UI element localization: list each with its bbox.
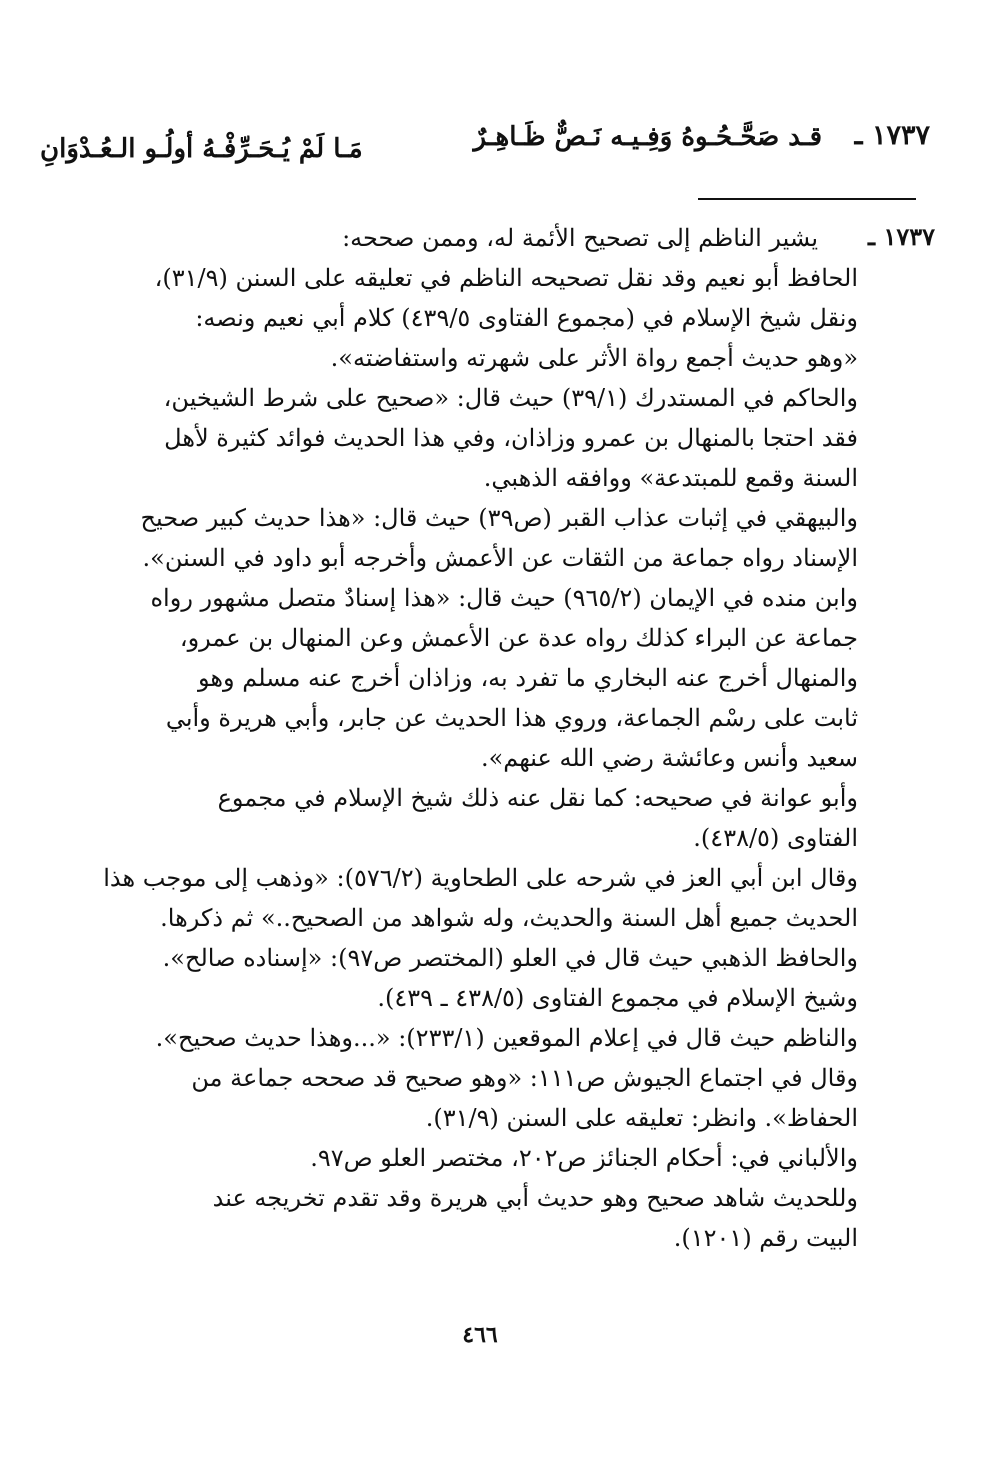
commentary-line: وقال في اجتماع الجيوش ص١١١: «وهو صحيح قد صححه جماعة من [191,1064,858,1092]
commentary-line: «وهو حديث أجمع رواة الأثر على شهرته واستفاضته». [330,344,858,372]
commentary-line: السنة وقمع للمبتدعة» ووافقه الذهبي. [483,464,858,492]
commentary-line: وقال ابن أبي العز في شرحه على الطحاوية (٥٧٦/٢): «وذهب إلى موجب هذا [103,864,858,892]
commentary-line: سعيد وأنس وعائشة رضي الله عنهم». [480,744,858,772]
page-number: ٤٦٦ [462,1322,498,1348]
commentary-body [68,258,858,1258]
commentary-line: والمنهال أخرج عنه البخاري ما تفرد به، وزاذان أخرج عنه مسلم وهو [197,664,858,692]
commentary-line: والألباني في: أحكام الجنائز ص٢٠٢، مختصر العلو ص٩٧. [310,1144,858,1172]
commentary-line: البيت رقم (١٢٠١). [673,1224,858,1252]
commentary-line: الحفاظ». وانظر: تعليقه على السنن (٣١/٩). [425,1104,858,1132]
commentary-line: فقد احتجا بالمنهال بن عمرو وزاذان، وفي هذا الحديث فوائد كثيرة لأهل [164,424,858,452]
footnote-separator [698,198,916,200]
commentary-line: وأبو عوانة في صحيحه: كما نقل عنه ذلك شيخ الإسلام في مجموع [217,784,858,812]
commentary-line: الفتاوى (٤٣٨/٥). [693,824,858,852]
commentary-line: والحافظ الذهبي حيث قال في العلو (المختصر ص٩٧): «إسناده صالح». [162,944,858,972]
commentary-line: ونقل شيخ الإسلام في (مجموع الفتاوى ٤٣٩/٥) كلام أبي نعيم ونصه: [195,304,858,332]
verse-number: ١٧٣٧ ـ [854,120,930,151]
commentary-line: والناظم حيث قال في إعلام الموقعين (٢٣٣/١): «...وهذا حديث صحيح». [155,1024,858,1052]
commentary-line: وشيخ الإسلام في مجموع الفتاوى (٤٣٨/٥ ـ ٤٣٩). [377,984,858,1012]
commentary-line: والحاكم في المستدرك (٣٩/١) حيث قال: «صحيح على شرط الشيخين، [163,384,858,412]
commentary-line: الحديث جميع أهل السنة والحديث، وله شواهد من الصحيح..» ثم ذكرها. [160,904,858,932]
commentary-number: ١٧٣٧ ـ [868,222,935,251]
verse-hemistich-first: قـد صَحَّـحُـوهُ وَفِـيـه نَـصٌّ ظَـاهِـرٌ [473,122,822,152]
verse-line [40,112,930,162]
verse-hemistich-second: مَـا لَمْ يُـحَـرِّفْـهُ أولُـو الـعُـدْوَانِ [40,134,363,164]
commentary-line: الحافظ أبو نعيم وقد نقل تصحيحه الناظم في تعليقه على السنن (٣١/٩)، [154,264,858,292]
commentary-line: الإسناد رواه جماعة من الثقات عن الأعمش وأخرجه أبو داود في السنن». [142,544,858,572]
commentary-line: جماعة عن البراء كذلك رواه عدة عن الأعمش وعن المنهال بن عمرو، [179,624,858,652]
commentary-line: وابن منده في الإيمان (٩٦٥/٢) حيث قال: «هذا إسنادٌ متصل مشهور رواه [150,584,858,612]
commentary-line: وللحديث شاهد صحيح وهو حديث أبي هريرة وقد تقدم تخريجه عند [212,1184,858,1212]
commentary-line: والبيهقي في إثبات عذاب القبر (ص٣٩) حيث قال: «هذا حديث كبير صحيح [140,504,858,532]
commentary-line: يشير الناظم إلى تصحيح الأئمة له، وممن صححه: [342,224,818,252]
commentary-line: ثابت على رسْم الجماعة، وروي هذا الحديث عن جابر، وأبي هريرة وأبي [165,704,858,732]
